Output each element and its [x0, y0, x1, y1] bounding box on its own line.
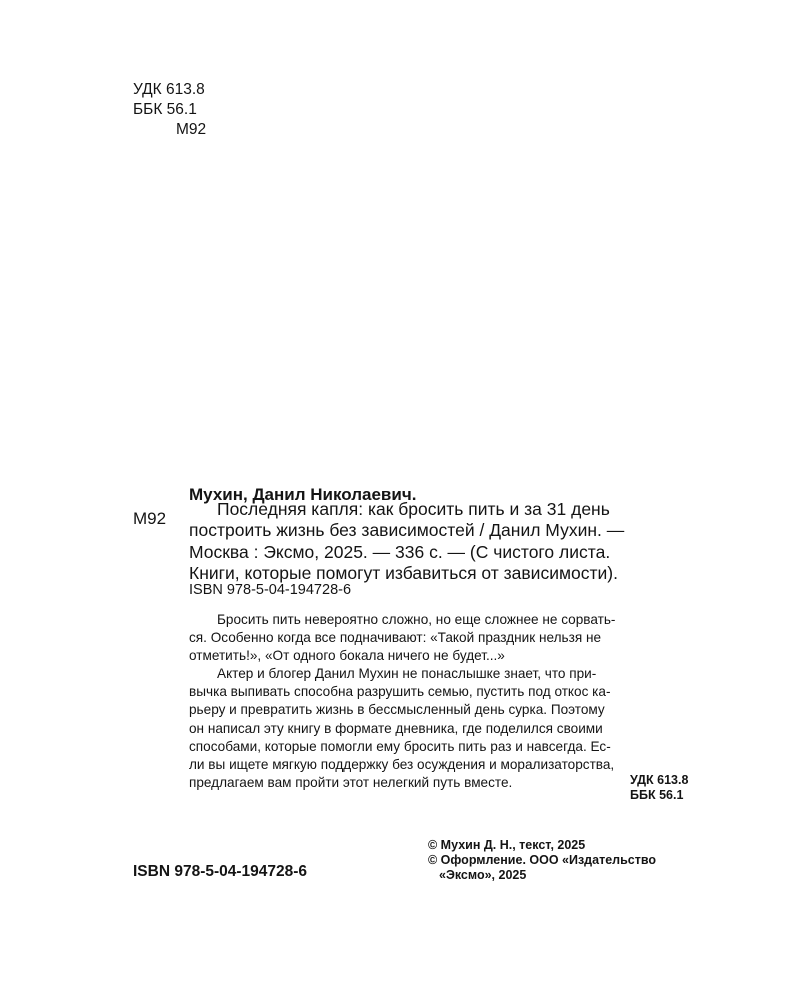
annotation-line: способами, которые помогли ему бросить пить раз и навсегда. Ес- [189, 738, 611, 754]
bbk-code-bottom: ББК 56.1 [630, 788, 684, 802]
copyright-line: © Оформление. ООО «Издательство [428, 853, 656, 867]
bbk-code: ББК 56.1 [133, 101, 197, 118]
classification-codes-bottom [630, 773, 688, 803]
udk-code: УДК 613.8 [133, 81, 205, 98]
title-line: построить жизнь без зависимостей / Данил Мухин. — [189, 520, 625, 541]
annotation [189, 611, 615, 792]
title-line: Последняя капля: как бросить пить и за 31 день [217, 499, 610, 519]
udk-code-bottom: УДК 613.8 [630, 773, 689, 787]
annotation-line: ли вы ищете мягкую поддержку без осуждения и морализаторства, [189, 756, 615, 772]
author-mark-side: М92 [133, 509, 167, 528]
copyright-line: «Эксмо», 2025 [439, 868, 527, 882]
copyright-line: © Мухин Д. Н., текст, 2025 [428, 838, 586, 852]
bibliographic-description [189, 499, 709, 584]
annotation-line: предлагаем вам пройти этот нелегкий путь вместе. [189, 774, 513, 790]
annotation-line: рьеру и превратить жизнь в бессмысленный день сурка. Поэтому [189, 702, 605, 718]
annotation-line: ся. Особенно когда все подначивают: «Такой праздник нельзя не [189, 630, 602, 646]
author-mark: М92 [176, 121, 207, 138]
annotation-line: Актер и блогер Данил Мухин не понаслышке знает, что при- [217, 666, 597, 682]
title-line: Москва : Эксмо, 2025. — 336 с. — (С чистого листа. [189, 541, 611, 562]
author-name: Мухин, Данил Николаевич. [189, 485, 417, 504]
annotation-line: вычка выпивать способна разрушить семью, пустить под откос ка- [189, 684, 611, 700]
annotation-line: Бросить пить невероятно сложно, но еще сложнее не сорвать- [217, 612, 616, 627]
isbn-bold: ISBN 978-5-04-194728-6 [133, 863, 308, 880]
isbn-line: ISBN 978-5-04-194728-6 [189, 582, 352, 598]
copyright-block [428, 838, 656, 883]
annotation-line: отметить!», «От одного бокала ничего не будет...» [189, 648, 505, 664]
classification-codes-top [133, 80, 206, 140]
annotation-line: он написал эту книгу в формате дневника, где поделился своими [189, 720, 603, 736]
title-line: Книги, которые помогут избавиться от зависимости). [189, 562, 618, 583]
